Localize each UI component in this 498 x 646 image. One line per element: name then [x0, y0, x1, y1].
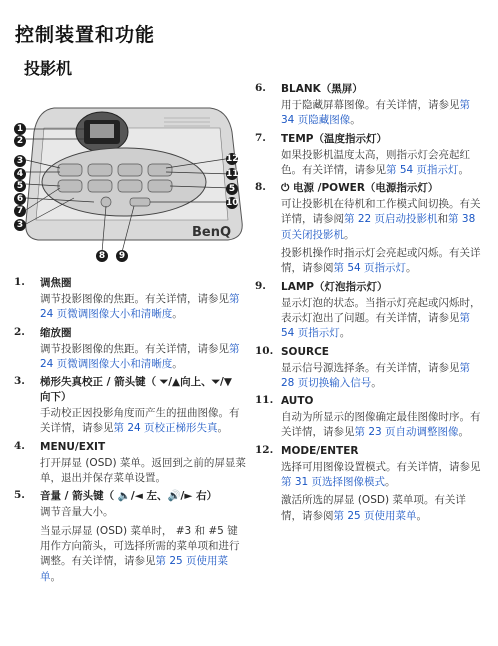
section-subtitle: 投影机	[24, 59, 73, 78]
item-number: 1.	[14, 276, 25, 288]
callout-marker: 8	[96, 250, 108, 262]
callout-marker: 6	[14, 193, 26, 205]
page-link[interactable]: 第 34 页隐藏图像	[281, 99, 470, 127]
callout-marker: 3	[14, 155, 26, 167]
item-description: 激活所选的屏显 (OSD) 菜单项。有关详情，请参阅第 25 页使用菜单。	[281, 494, 466, 522]
item-number: 10.	[255, 344, 274, 357]
item-number: 4.	[14, 439, 25, 452]
page-link[interactable]: 第 38 页关闭投影机	[281, 213, 476, 241]
list-item	[255, 394, 485, 441]
item-description: 用于隐藏屏幕图像。有关详情，请参见第 34 页隐藏图像。	[281, 99, 470, 127]
projector-illustration	[14, 102, 248, 270]
list-item	[255, 82, 485, 129]
item-number: 2.	[14, 325, 25, 338]
page-link[interactable]: 第 24 页微调图像大小和清晰度	[40, 342, 240, 370]
item-description: 调节音量大小。	[40, 506, 114, 519]
item-description: 调节投影图像的焦距。有关详情，请参见第 24 页微调图像大小和清晰度。	[40, 342, 240, 370]
list-item	[255, 132, 485, 179]
item-heading: TEMP（温度指示灯）	[281, 132, 387, 145]
page-link[interactable]: 第 31 页选择图像模式	[281, 476, 386, 489]
list-item	[14, 326, 246, 373]
item-description: 可让投影机在待机和工作模式间切换。有关详情，请参阅第 22 页启动投影机和第 38 页关闭投影机。	[281, 198, 481, 241]
callout-marker: 10	[226, 198, 239, 208]
callout-marker: 5	[226, 183, 238, 195]
item-heading: MODE/ENTER	[281, 444, 359, 457]
callout-marker: 5	[14, 180, 26, 192]
item-number: 3.	[14, 375, 25, 388]
item-heading: MENU/EXIT	[40, 440, 106, 453]
page-link[interactable]: 第 23 页自动调整图像	[354, 426, 459, 439]
list-item	[14, 489, 246, 584]
callout-marker: 12	[226, 154, 239, 164]
item-description: 选择可用图像设置模式。有关详情，请参见第 31 页选择图像模式。	[281, 460, 481, 489]
page-link[interactable]: 第 24 页微调图像大小和清晰度	[40, 293, 240, 321]
list-item	[255, 444, 485, 524]
item-heading: LAMP（灯泡指示灯）	[281, 280, 388, 293]
left-column	[14, 276, 246, 588]
list-item	[255, 181, 485, 276]
item-description: 当显示屏显 (OSD) 菜单时， #3 和 #5 键用作方向箭头，可选择所需的菜单项和进行调整。有关详情，请参见第 25 页使用菜单。	[40, 524, 240, 583]
right-column	[255, 82, 485, 527]
item-heading: 调焦圈	[40, 277, 72, 289]
item-description: 调节投影图像的焦距。有关详情，请参见第 24 页微调图像大小和清晰度。	[40, 293, 240, 321]
item-heading: AUTO	[281, 395, 314, 408]
list-item	[14, 375, 246, 437]
page-link[interactable]: 第 54 页指示灯	[281, 311, 470, 340]
callout-marker: 11	[226, 169, 239, 179]
item-description: 手动校正因投影角度而产生的扭曲图像。有关详情，请参见第 24 页校正梯形失真。	[40, 407, 240, 435]
item-description: 打开屏显 (OSD) 菜单。返回到之前的屏显菜单，退出并保存菜单设置。	[40, 456, 246, 485]
page-title: 控制装置和功能	[15, 24, 156, 46]
callout-marker: 3	[14, 219, 26, 231]
item-heading: SOURCE	[281, 345, 329, 358]
item-description: 投影机操作时指示灯会亮起或闪烁。有关详情，请参阅第 54 页指示灯。	[281, 247, 481, 275]
item-number: 8.	[255, 181, 266, 194]
brand-logo: BenQ	[192, 225, 232, 240]
callout-marker: 9	[116, 250, 128, 262]
item-number: 9.	[255, 279, 266, 292]
item-description: 显示信号源选择条。有关详情，请参见第 28 页切换输入信号。	[281, 361, 470, 389]
callout-marker: 2	[14, 135, 26, 147]
projector-control-panel-figure	[14, 102, 248, 270]
item-number: 11.	[255, 394, 274, 407]
page-link[interactable]: 第 24 页校正梯形失真	[113, 422, 218, 435]
list-item	[14, 276, 246, 323]
item-number: 6.	[255, 82, 266, 94]
page-link[interactable]: 第 28 页切换输入信号	[281, 361, 470, 389]
page-link[interactable]: 第 54 页指示灯	[333, 262, 407, 275]
item-description: 显示灯泡的状态。当指示灯亮起或闪烁时，表示灯泡出了问题。有关详情，请参见第 54 页指示灯。	[281, 296, 481, 340]
item-heading: 缩放圈	[40, 326, 72, 339]
item-number: 12.	[255, 443, 274, 456]
item-description: 自动为所显示的图像确定最佳图像时序。有关详情，请参见第 23 页自动调整图像。	[281, 411, 481, 439]
item-heading: BLANK（黑屏）	[281, 83, 363, 95]
page-link[interactable]: 第 25 页使用菜单	[333, 509, 417, 522]
list-item	[255, 345, 485, 392]
item-number: 7.	[255, 131, 266, 144]
callout-marker: 4	[14, 168, 26, 180]
item-heading: 梯形失真校正 / 箭头键（ ⏷/▲向上、⏷/▼ 向下）	[40, 376, 232, 404]
list-item	[14, 440, 246, 487]
item-description: 如果投影机温度太高，则指示灯会亮起红色。有关详情，请参见第 54 页指示灯。	[281, 148, 470, 176]
list-item	[255, 280, 485, 342]
item-heading: 音量 / 箭头键（ 🔈/◄ 左、🔊/► 右）	[40, 490, 218, 503]
callout-marker: 7	[14, 205, 26, 217]
page-link[interactable]: 第 25 页使用菜单	[40, 555, 229, 583]
item-number: 5.	[14, 489, 25, 502]
page-link[interactable]: 第 54 页指示灯	[386, 163, 459, 176]
callout-marker: 1	[14, 123, 26, 135]
page-link[interactable]: 第 22 页启动投影机	[344, 213, 438, 226]
item-heading: ⏻ 电源 /POWER（电源指示灯）	[281, 182, 439, 195]
